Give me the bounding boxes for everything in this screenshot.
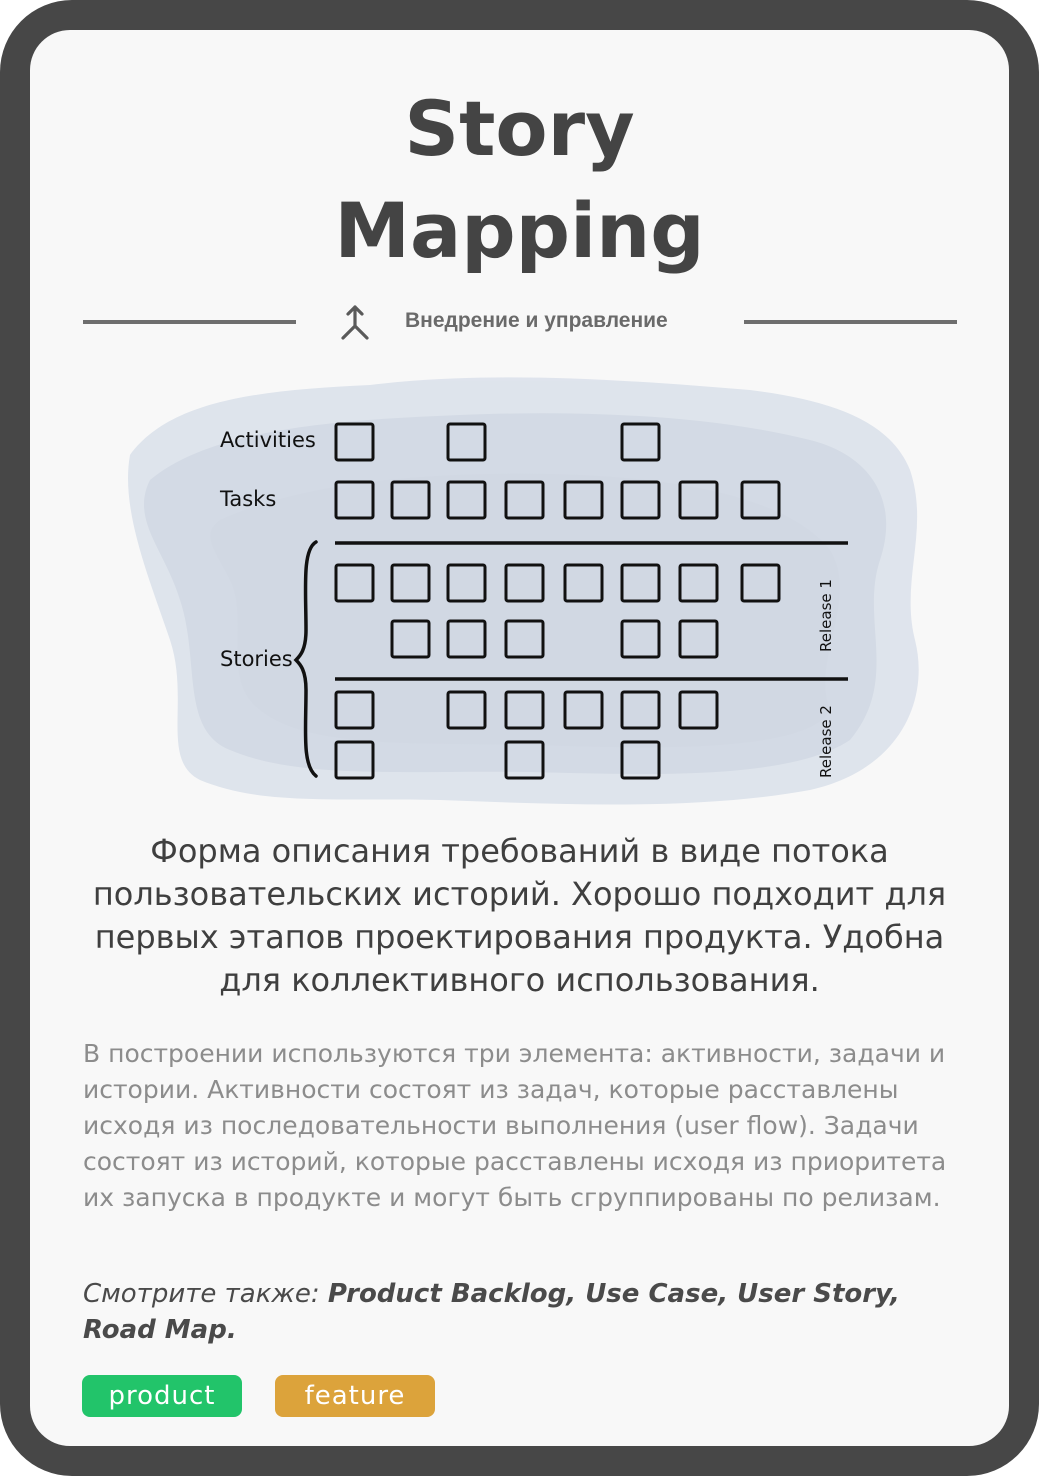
tag-feature[interactable]: feature bbox=[275, 1375, 435, 1417]
divider-right bbox=[744, 320, 957, 324]
category-label: Внедрение и управление bbox=[405, 309, 668, 332]
body-description: В построении используются три элемента: активности, задачи и истории. Активности состоят из задач, которые расставлены исходя из последовательности выполнения (user flow). Задачи состоят из историй, которые расставлены исходя из приоритета их запуска в продукте и могут быть сгруппированы по релизам. bbox=[83, 1039, 947, 1212]
see-also-links[interactable]: Product Backlog, Use Case, User Story, Road Map. bbox=[83, 1279, 900, 1345]
card-title bbox=[0, 78, 1039, 282]
release-1-label: Release 1 bbox=[817, 579, 835, 652]
see-also bbox=[83, 1276, 963, 1348]
activities-label: Activities bbox=[220, 428, 316, 452]
story-map-diagram bbox=[110, 360, 940, 810]
divider-left bbox=[83, 320, 296, 324]
stories-label: Stories bbox=[220, 647, 293, 671]
tasks-label: Tasks bbox=[220, 487, 277, 511]
release-2-label: Release 2 bbox=[817, 705, 835, 778]
lead-description: Форма описания требований в виде потока пользовательских историй. Хорошо подходит для первых этапов проектирования продукта. Удобна для коллективного использования. bbox=[92, 832, 947, 999]
title-line-2: Mapping bbox=[334, 186, 705, 275]
see-also-prefix: Смотрите также: bbox=[83, 1279, 328, 1309]
title-line-1: Story bbox=[404, 84, 635, 173]
tag-product[interactable]: product bbox=[82, 1375, 242, 1417]
merge-arrow-icon bbox=[338, 304, 372, 342]
